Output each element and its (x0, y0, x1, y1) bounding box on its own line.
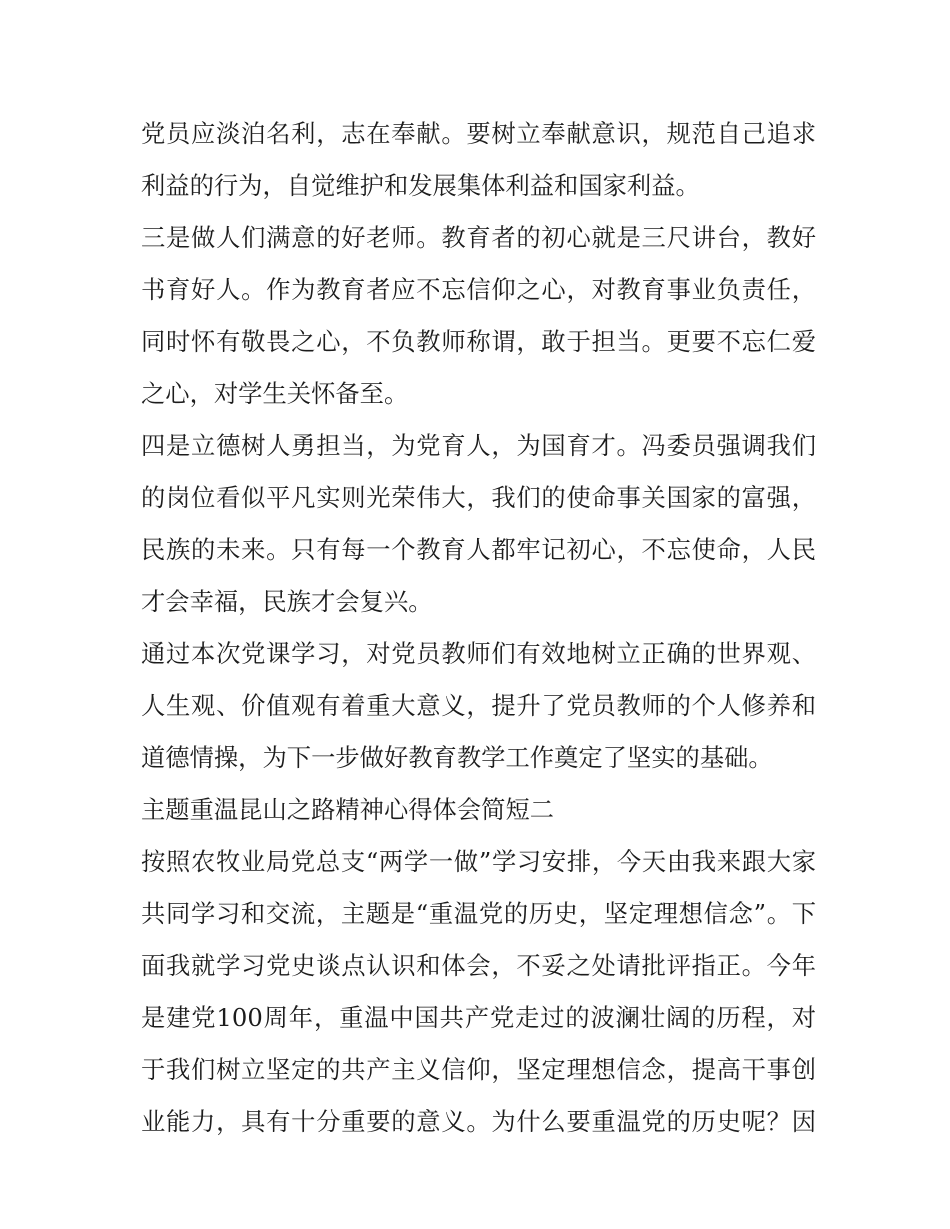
section-heading: 主题重温昆山之路精神心得体会简短二 (141, 795, 555, 824)
text-line: 面我就学习党史谈点认识和体会，不妥之处请批评指正。今年 (141, 951, 816, 980)
text-line: 书育好人。作为教育者应不忘信仰之心，对教育事业负责任， (141, 275, 816, 304)
text-line: 民族的未来。只有每一个教育人都牢记初心，不忘使命，人民 (141, 535, 816, 564)
text-line: 于我们树立坚定的共产主义信仰，坚定理想信念，提高干事创 (141, 1055, 816, 1084)
text-line: 之心，对学生关怀备至。 (141, 379, 409, 408)
text-line: 人生观、价值观有着重大意义，提升了党员教师的个人修养和 (141, 691, 816, 720)
text-line: 的岗位看似平凡实则光荣伟大，我们的使命事关国家的富强， (141, 483, 816, 512)
text-line: 是建党100周年，重温中国共产党走过的波澜壮阔的历程，对 (141, 1003, 816, 1032)
text-line: 利益的行为，自觉维护和发展集体利益和国家利益。 (141, 171, 700, 200)
text-line: 党员应淡泊名利，志在奉献。要树立奉献意识，规范自己追求 (141, 119, 816, 148)
text-line: 业能力，具有十分重要的意义。为什么要重温党的历史呢？因 (141, 1107, 816, 1136)
text-line: 道德情操，为下一步做好教育教学工作奠定了坚实的基础。 (141, 743, 773, 772)
text-line: 通过本次党课学习，对党员教师们有效地树立正确的世界观、 (141, 639, 816, 668)
text-line: 按照农牧业局党总支“两学一做”学习安排，今天由我来跟大家 (141, 847, 816, 876)
text-line: 同时怀有敬畏之心，不负教师称谓，敢于担当。更要不忘仁爱 (141, 327, 816, 356)
text-line: 三是做人们满意的好老师。教育者的初心就是三尺讲台，教好 (141, 223, 816, 252)
text-line: 四是立德树人勇担当，为党育人，为国育才。冯委员强调我们 (141, 431, 816, 460)
text-line: 共同学习和交流，主题是“重温党的历史，坚定理想信念”。下 (141, 899, 816, 928)
text-line: 才会幸福，民族才会复兴。 (141, 587, 433, 616)
document-body (141, 108, 816, 1148)
